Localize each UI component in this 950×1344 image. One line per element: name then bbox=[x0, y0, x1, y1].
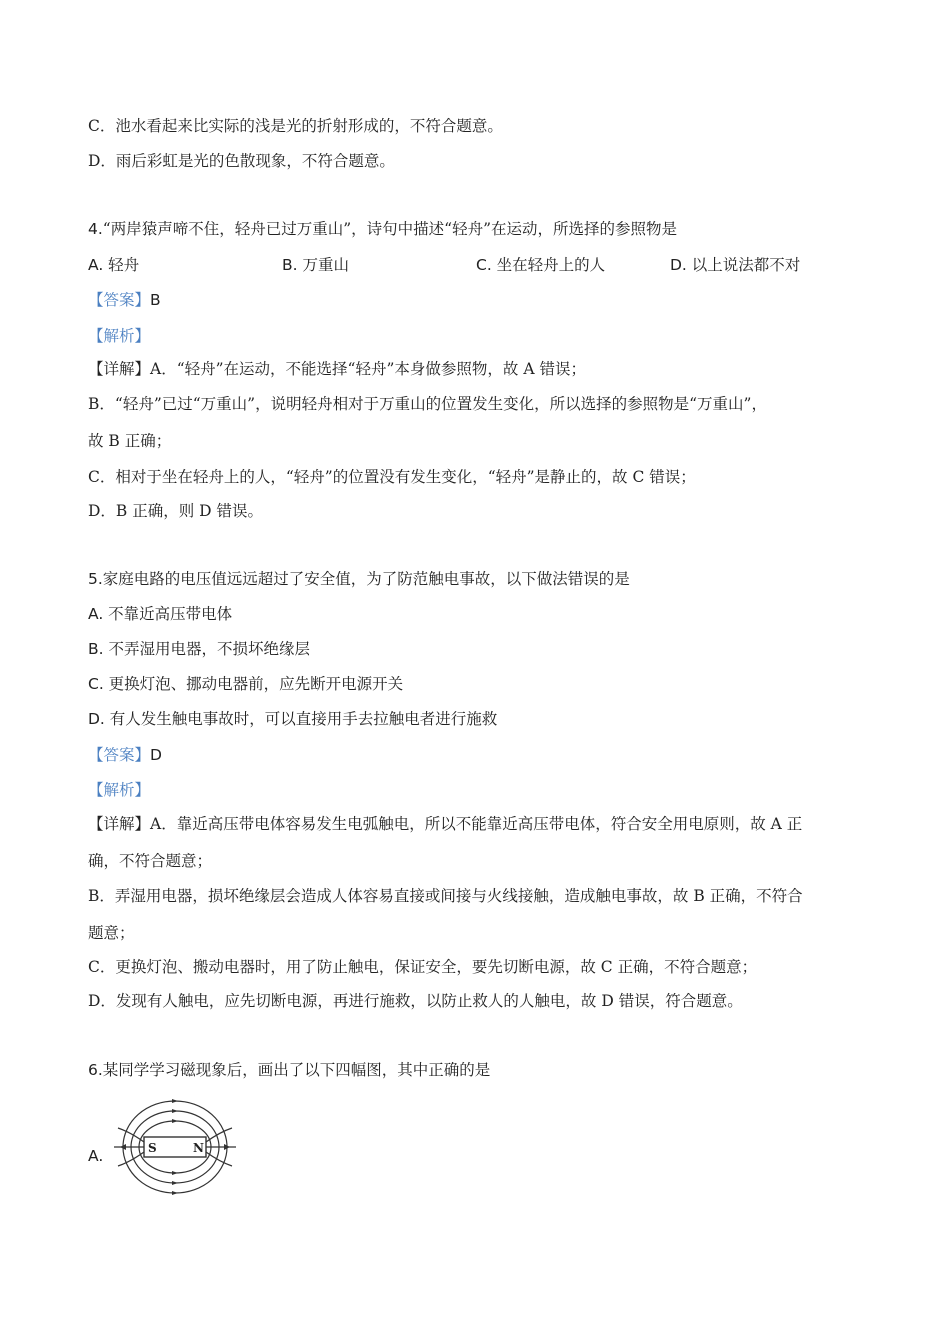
q4-analysis-tag: 【解析】 bbox=[88, 327, 151, 345]
arrow-icon bbox=[172, 1109, 178, 1113]
q5-option-b: B. 不弄湿用电器，不损坏绝缘层 bbox=[88, 640, 310, 658]
field-line-right-upper bbox=[206, 1128, 232, 1142]
field-line-left-upper bbox=[118, 1128, 144, 1142]
q4-detail-c: C．相对于坐在轻舟上的人，“轻舟”的位置没有发生变化，“轻舟”是静止的，故 C 错误； bbox=[88, 468, 696, 486]
q4-detail-d: D．B 正确，则 D 错误。 bbox=[88, 502, 264, 520]
q5-option-d: D. 有人发生触电事故时，可以直接用手去拉触电者进行施救 bbox=[88, 710, 498, 728]
q5-detail-tag: 【详解】 bbox=[88, 815, 151, 833]
q4-number: 4. bbox=[88, 220, 103, 238]
q3-option-d-explanation: D．雨后彩虹是光的色散现象，不符合题意。 bbox=[88, 152, 395, 170]
q4-detail-a-text: A．“轻舟”在运动，不能选择“轻舟”本身做参照物，故 A 错误； bbox=[150, 360, 586, 378]
q6-stem bbox=[88, 1059, 490, 1081]
q5-detail-a-line1 bbox=[88, 813, 802, 835]
q4-answer bbox=[88, 289, 161, 311]
q4-detail-tag: 【详解】 bbox=[88, 360, 151, 378]
q4-stem bbox=[88, 218, 677, 240]
q4-detail-a bbox=[88, 358, 586, 380]
q4-option-a: A. 轻舟 bbox=[88, 256, 140, 274]
q4-option-d: D. 以上说法都不对 bbox=[670, 256, 801, 274]
q5-stem bbox=[88, 568, 630, 590]
q4-stem-text: “两岸猿声啼不住，轻舟已过万重山”，诗句中描述“轻舟”在运动，所选择的参照物是 bbox=[102, 220, 677, 238]
magnetic-field-diagram bbox=[112, 1098, 238, 1196]
field-line-left-lower bbox=[118, 1152, 144, 1166]
field-line-right-lower bbox=[206, 1152, 232, 1166]
q5-answer-value: D bbox=[150, 746, 162, 764]
arrow-icon bbox=[172, 1119, 178, 1123]
q5-option-a: A. 不靠近高压带电体 bbox=[88, 605, 233, 623]
q4-answer-tag: 【答案】 bbox=[88, 291, 151, 309]
magnet-south-pole: S bbox=[148, 1141, 157, 1155]
arrow-icon bbox=[172, 1191, 178, 1195]
q5-detail-b-line1: B．弄湿用电器，损坏绝缘层会造成人体容易直接或间接与火线接触，造成触电事故，故 B 正确，不符合 bbox=[88, 887, 803, 905]
q4-detail-b-line2: 故 B 正确； bbox=[88, 432, 172, 450]
q5-detail-c: C．更换灯泡、搬动电器时，用了防止触电，保证安全，要先切断电源，故 C 正确，不符合题意； bbox=[88, 958, 758, 976]
q5-detail-d: D．发现有人触电，应先切断电源，再进行施救，以防止救人的人触电，故 D 错误，符合题意。 bbox=[88, 992, 743, 1010]
q4-detail-b-line1: B．“轻舟”已过“万重山”，说明轻舟相对于万重山的位置发生变化，所以选择的参照物是“万重山”， bbox=[88, 395, 767, 413]
q5-detail-a-text: A．靠近高压带电体容易发生电弧触电，所以不能靠近高压带电体，符合安全用电原则，故 A 正 bbox=[150, 815, 803, 833]
q5-option-c: C. 更换灯泡、挪动电器前，应先断开电源开关 bbox=[88, 675, 404, 693]
arrow-icon bbox=[172, 1181, 178, 1185]
q5-detail-a-line2: 确，不符合题意； bbox=[88, 852, 213, 870]
q5-number: 5. bbox=[88, 570, 103, 588]
q5-detail-b-line2: 题意； bbox=[88, 924, 135, 942]
q5-answer-tag: 【答案】 bbox=[88, 746, 151, 764]
q5-analysis-tag: 【解析】 bbox=[88, 781, 151, 799]
q6-option-a-label: A. bbox=[88, 1147, 104, 1165]
arrow-icon bbox=[172, 1099, 178, 1103]
q5-stem-text: 家庭电路的电压值远远超过了安全值，为了防范触电事故，以下做法错误的是 bbox=[102, 570, 630, 588]
q6-number: 6. bbox=[88, 1061, 103, 1079]
q6-stem-text: 某同学学习磁现象后，画出了以下四幅图，其中正确的是 bbox=[102, 1061, 491, 1079]
arrow-icon bbox=[172, 1171, 178, 1175]
q4-option-b: B. 万重山 bbox=[282, 256, 349, 274]
q4-option-c: C. 坐在轻舟上的人 bbox=[476, 256, 606, 274]
q3-option-c-explanation: C．池水看起来比实际的浅是光的折射形成的，不符合题意。 bbox=[88, 117, 503, 135]
q5-answer bbox=[88, 744, 162, 766]
magnet-north-pole: N bbox=[193, 1141, 204, 1155]
q4-answer-value: B bbox=[150, 291, 161, 309]
